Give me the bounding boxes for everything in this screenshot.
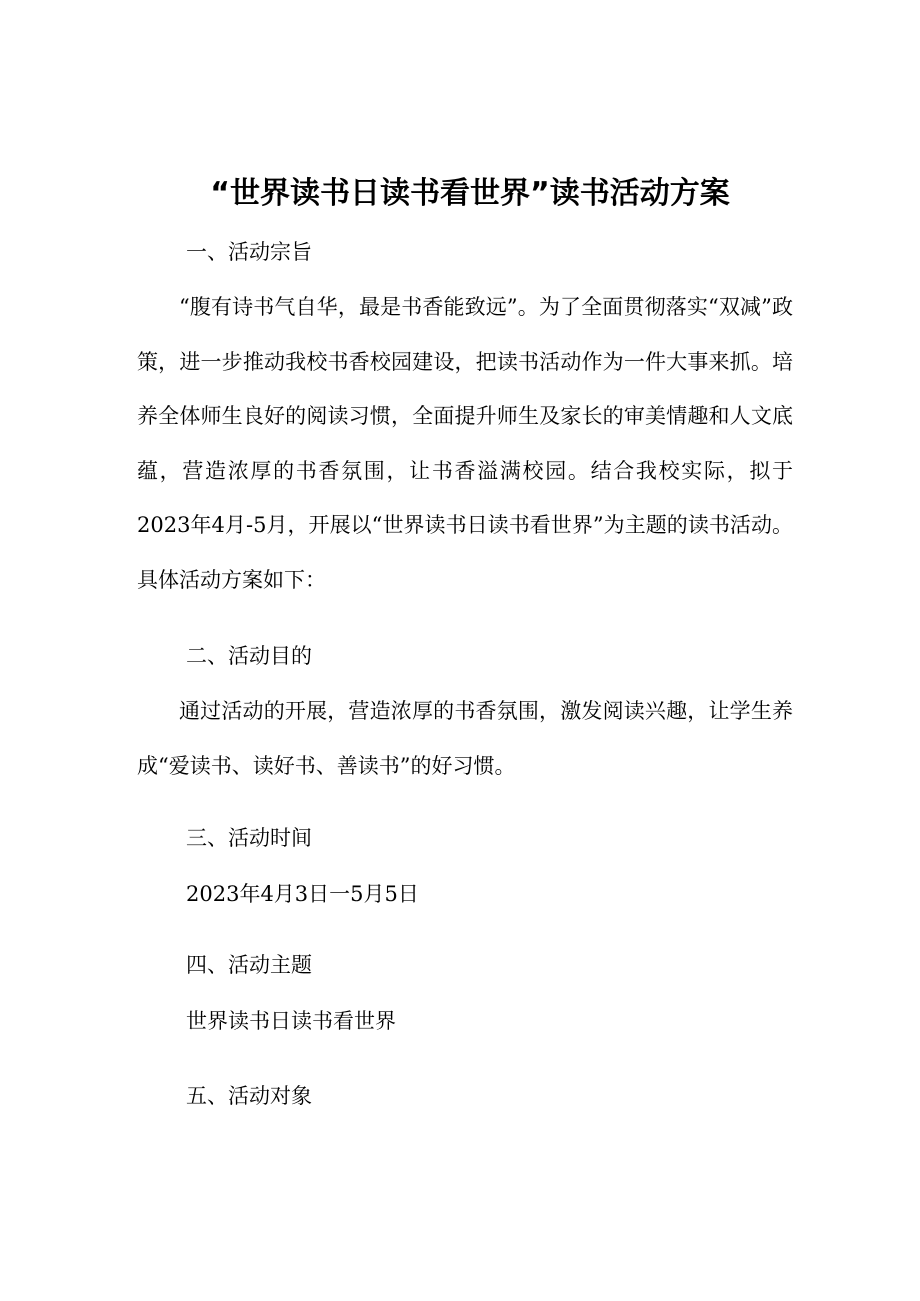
section-heading-audience: 五、活动对象 <box>186 1084 312 1108</box>
section-body-theme: 世界读书日读书看世界 <box>186 1009 396 1033</box>
section-heading-purpose: 一、活动宗旨 <box>186 240 312 264</box>
document-title: “世界读书日读书看世界”读书活动方案 <box>210 176 730 211</box>
section-heading-time: 三、活动时间 <box>186 826 312 850</box>
section-heading-goal: 二、活动目的 <box>186 644 312 668</box>
section-body-goal: 通过活动的开展，营造浓厚的书香氛围，激发阅读兴趣，让学生养成“爱读书、读好书、善读书”的好习惯。 <box>137 699 793 778</box>
section-body-purpose: “腹有诗书气自华，最是书香能致远”。为了全面贯彻落实“双减”政策，进一步推动我校书香校园建设，把读书活动作为一件大事来抓。培养全体师生良好的阅读习惯，全面提升师生及家长的审美情趣和人文底蕴，营造浓厚的书香氛围，让书香溢满校园。结合我校实际，拟于2023年4月-5月，开展以“世界读书日读书看世界”为主题的读书活动。具体活动方案如下： <box>137 295 793 592</box>
section-body-time: 2023年4月3日一5月5日 <box>186 882 419 906</box>
section-heading-theme: 四、活动主题 <box>186 953 312 977</box>
